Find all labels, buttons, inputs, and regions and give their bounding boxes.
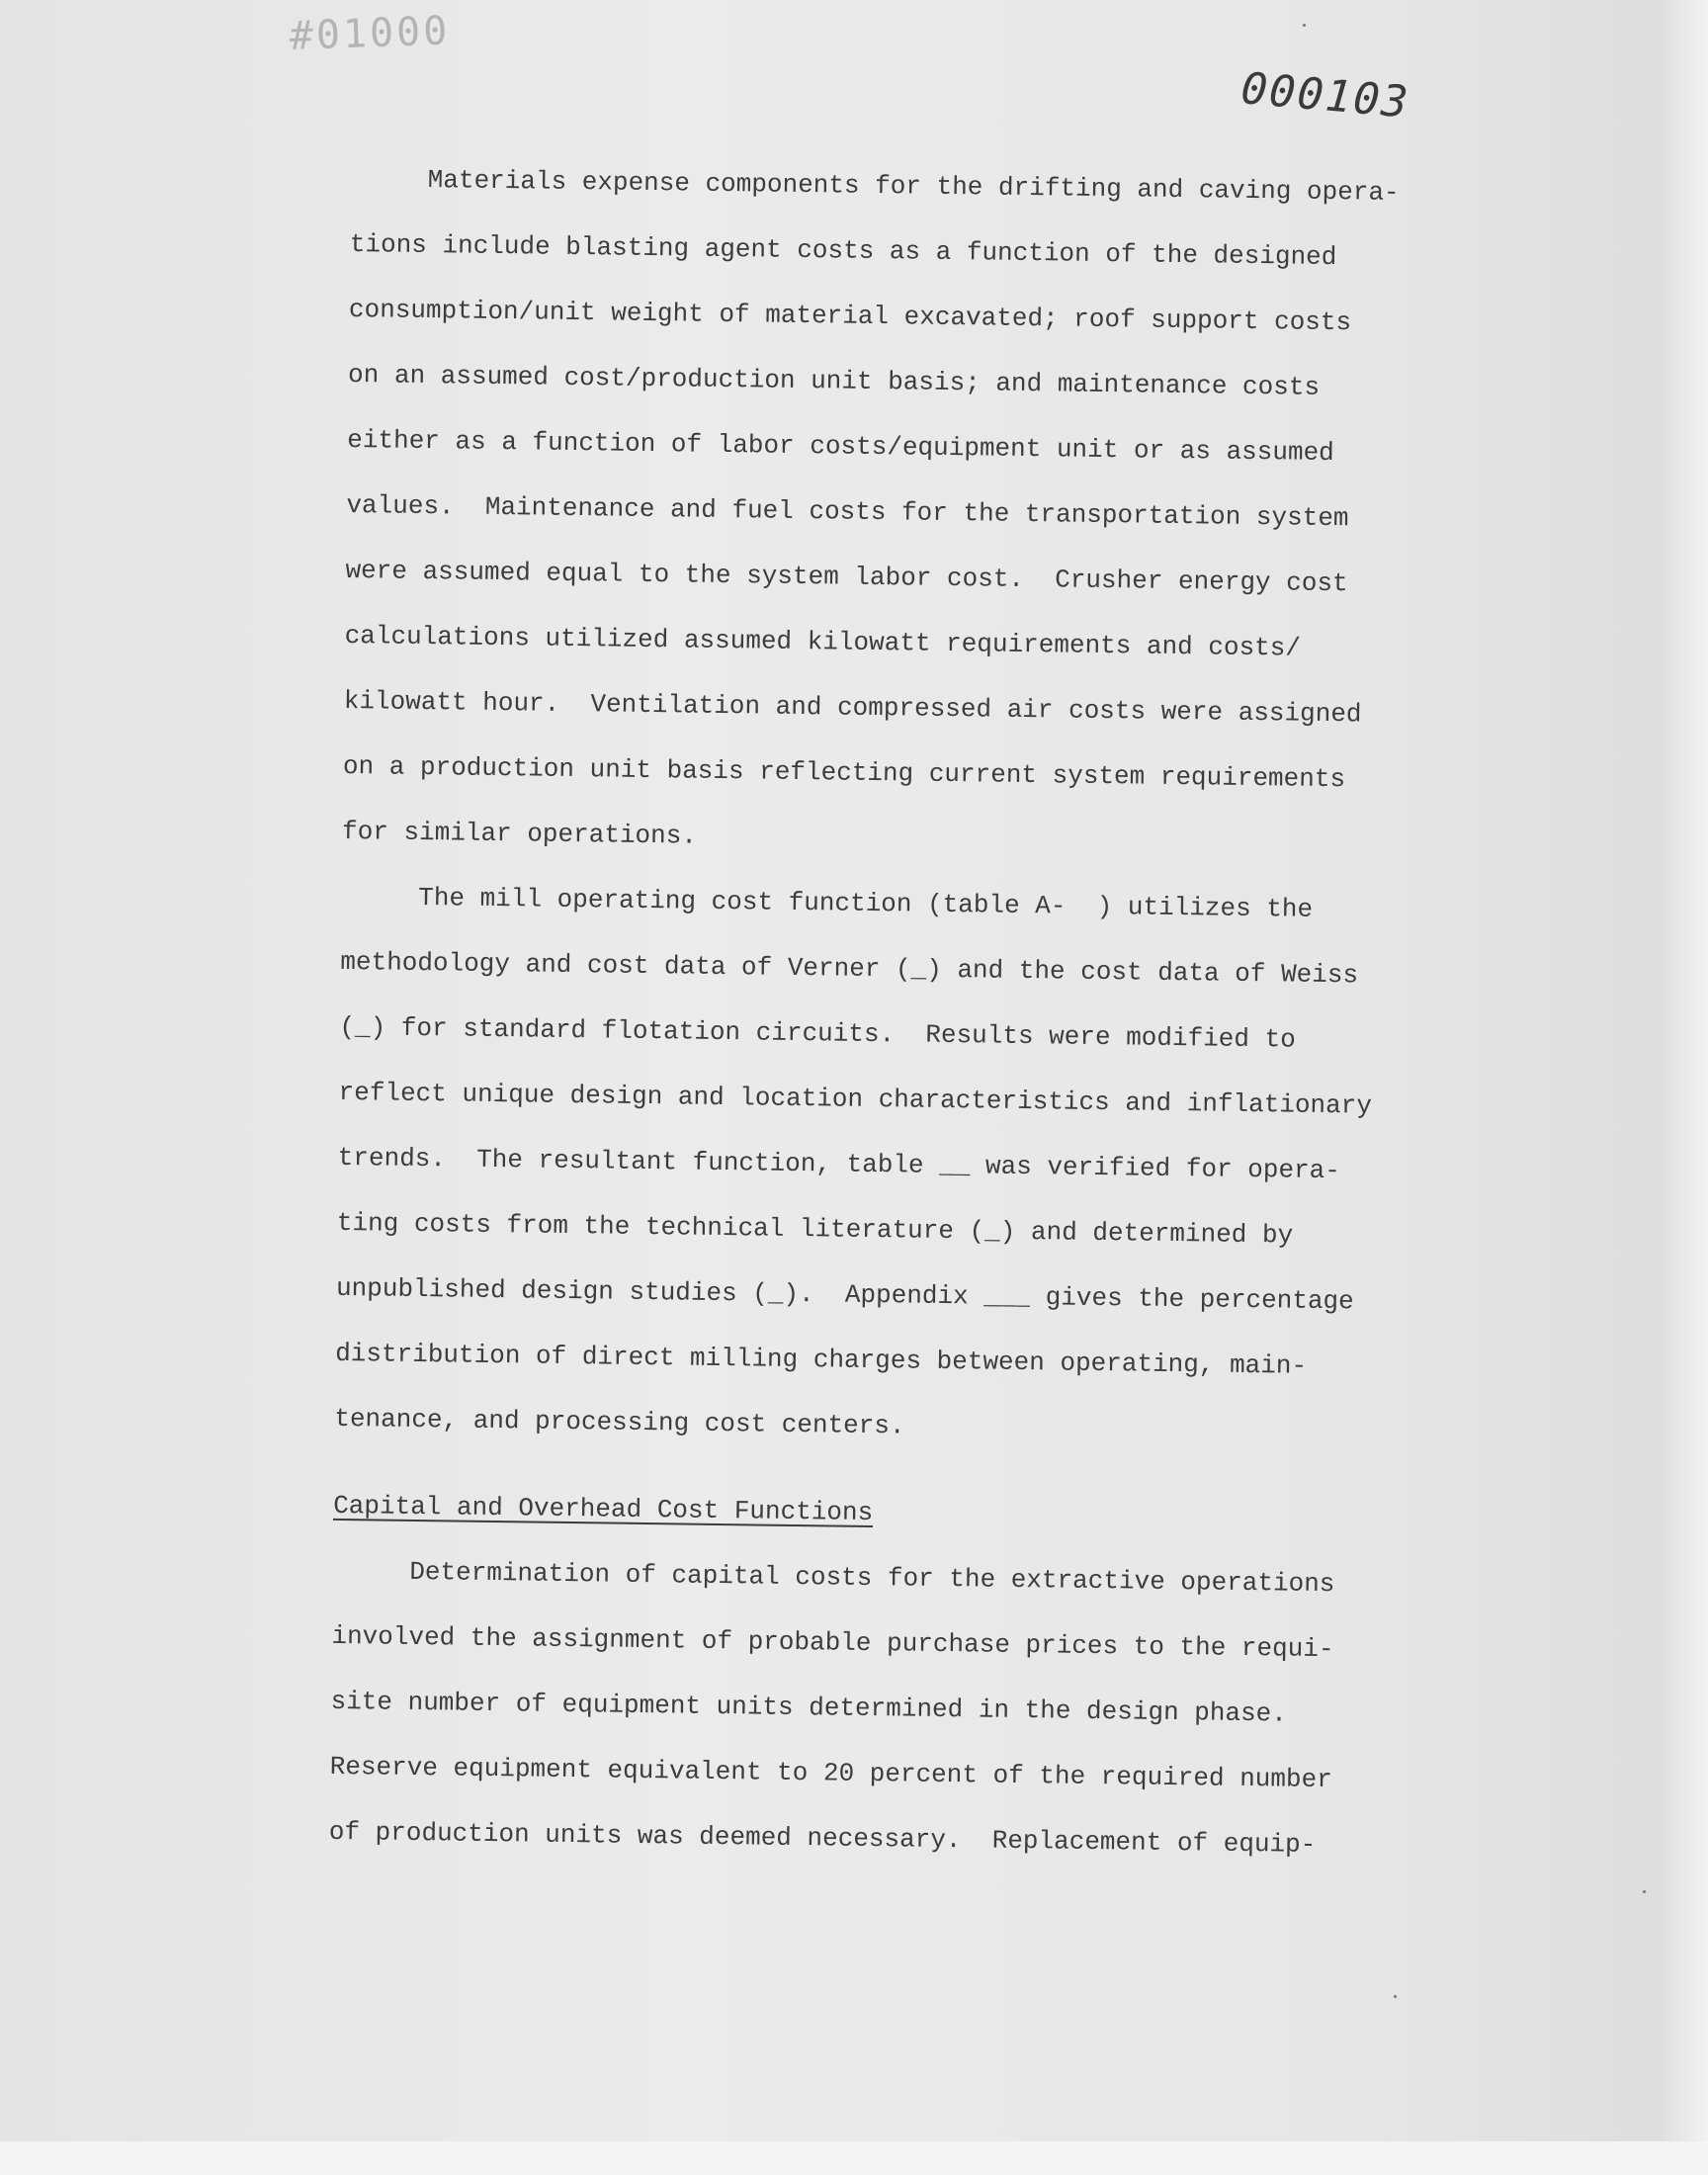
text-line: on an assumed cost/production unit basis; and maintenance costs (347, 359, 1321, 402)
text-line: unpublished design studies (_). Appendix ___ gives the percentage (335, 1272, 1354, 1317)
text-line: tions include blasting agent costs as a function of the designed (349, 228, 1337, 273)
speck (1303, 24, 1306, 27)
text-line: tenance, and processing cost centers. (334, 1403, 905, 1441)
section-heading: Capital and Overhead Cost Functions (332, 1490, 874, 1528)
archive-stamp-left: #01000 (289, 8, 452, 59)
text-line: (_) for standard flotation circuits. Results were modified to (339, 1011, 1296, 1055)
text-line: values. Maintenance and fuel costs for the transportation system (346, 489, 1349, 534)
text-line: were assumed equal to the system labor cost. Crusher energy cost (345, 555, 1348, 599)
text-line: involved the assignment of probable purchase prices to the requi- (331, 1620, 1334, 1665)
speck (1643, 1890, 1646, 1893)
text-line: The mill operating cost function (table A- ) utilizes the (341, 881, 1314, 924)
text-line: kilowatt hour. Ventilation and compressed air costs were assigned (343, 685, 1362, 730)
text-line: methodology and cost data of Verner (_) and the cost data of Weiss (340, 946, 1359, 991)
text-line: distribution of direct milling charges between operating, main- (334, 1338, 1308, 1381)
text-line: site number of equipment units determined in the design phase. (330, 1686, 1288, 1729)
text-line: for similar operations. (341, 816, 698, 851)
text-line: Materials expense components for the drifting and caving opera- (350, 163, 1400, 208)
text-line: Reserve equipment equivalent to 20 percent of the required number (329, 1751, 1332, 1795)
page-number-stamp: 000103 (1238, 63, 1412, 129)
text-line: trends. The resultant function, table __ was verified for opera- (337, 1142, 1341, 1186)
text-line: either as a function of labor costs/equipment unit or as assumed (347, 424, 1334, 469)
text-line: of production units was deemed necessary. Replacement of equip- (328, 1816, 1317, 1860)
page-bottom-margin (0, 2141, 1708, 2175)
text-line: on a production unit basis reflecting current system requirements (342, 750, 1346, 795)
text-line: Determination of capital costs for the extractive operations (332, 1555, 1335, 1600)
text-line: consumption/unit weight of material excavated; roof support costs (348, 294, 1352, 338)
typed-body-text (328, 158, 1507, 1891)
speck (1394, 1995, 1397, 1998)
text-line: ting costs from the technical literature (_) and determined by (336, 1207, 1294, 1251)
text-line: calculations utilized assumed kilowatt requirements and costs/ (344, 620, 1302, 663)
text-line: reflect unique design and location characteristics and inflationary (338, 1077, 1373, 1121)
page-edge-shadow (1663, 0, 1708, 2175)
